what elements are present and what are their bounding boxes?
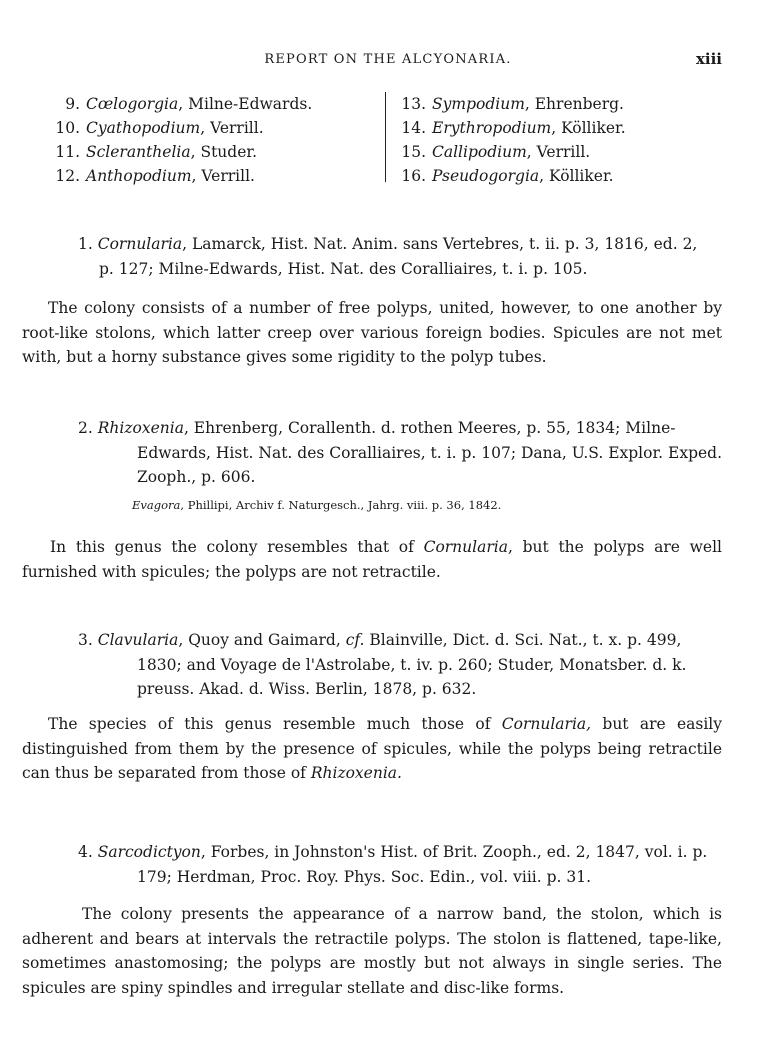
running-header: REPORT ON THE ALCYONARIA.: [264, 52, 512, 67]
genus-list-item: 14. Erythropodium, Kölliker.: [401, 119, 626, 137]
genus-reference-sarcodictyon: 4. Sarcodictyon, Forbes, in Johnston's Hist. of Brit. Zooph., ed. 2, 1847, vol. i. p. 179; Herdman, Proc. Roy. Phys. Soc. Edin., vol. viii. p. 31.: [78, 843, 708, 886]
column-divider: [385, 92, 386, 182]
genus-list-item: 12. Anthopodium, Verrill.: [55, 167, 255, 185]
genus-description-clavularia: The species of this genus resemble much those of Cornularia, but are easily distinguished from them by the presence of spicules, while the polyps being retractile can thus be separated from those of Rhizoxenia.: [22, 715, 722, 782]
genus-list-item: 13. Sympodium, Ehrenberg.: [401, 95, 624, 113]
genus-description-sarcodictyon: The colony presents the appearance of a narrow band, the stolon, which is adherent and bears at intervals the retractile polyps. The stolon is flattened, tape-like, sometimes anastomosing; the polyps are mostly but not always in single series. The spicules are spiny spindles and irregular stellate and disc-like forms.: [22, 905, 722, 997]
page-number: xiii: [695, 50, 722, 68]
genera-list-left: [42, 92, 312, 188]
genus-description-rhizoxenia: In this genus the colony resembles that of Cornularia, but the polyps are well furnished with spicules; the polyps are not retractile.: [22, 538, 723, 581]
genus-list-item: 10. Cyathopodium, Verrill.: [55, 119, 264, 137]
genus-list-item: 15. Callipodium, Verrill.: [401, 143, 591, 161]
genus-list-item: 11. Scleranthelia, Studer.: [55, 143, 258, 161]
genus-reference-cornularia: 1. Cornularia, Lamarck, Hist. Nat. Anim. sans Vertebres, t. ii. p. 3, 1816, ed. 2, p. 127; Milne-Edwards, Hist. Nat. des Coralliaires, t. i. p. 105.: [78, 235, 698, 278]
synonym-reference: Evagora, Phillipi, Archiv f. Naturgesch., Jahrg. viii. p. 36, 1842.: [132, 498, 502, 512]
genus-reference-rhizoxenia: 2. Rhizoxenia, Ehrenberg, Corallenth. d. rothen Meeres, p. 55, 1834; Milne- Edwards, Hist. Nat. des Coralliaires, t. i. p. 107; Dana, U.S. Explor. Exped. Zooph., p. 606.: [78, 419, 723, 486]
genus-list-item: 16. Pseudogorgia, Kölliker.: [401, 167, 614, 185]
genus-list-item: 9. Cœlogorgia, Milne-Edwards.: [65, 95, 313, 113]
genera-list-right: [388, 92, 626, 188]
genus-reference-clavularia: 3. Clavularia, Quoy and Gaimard, cf. Blainville, Dict. d. Sci. Nat., t. x. p. 499, 1830; and Voyage de l'Astrolabe, t. iv. p. 260; Studer, Monatsber. d. k. preuss. Akad. d. Wiss. Berlin, 1878, p. 632.: [78, 631, 687, 698]
genus-description-cornularia: The colony consists of a number of free polyps, united, however, to one another by root-like stolons, which latter creep over various foreign bodies. Spicules are not met with, but a horny substance gives some rigidity to the polyp tubes.: [22, 299, 722, 366]
